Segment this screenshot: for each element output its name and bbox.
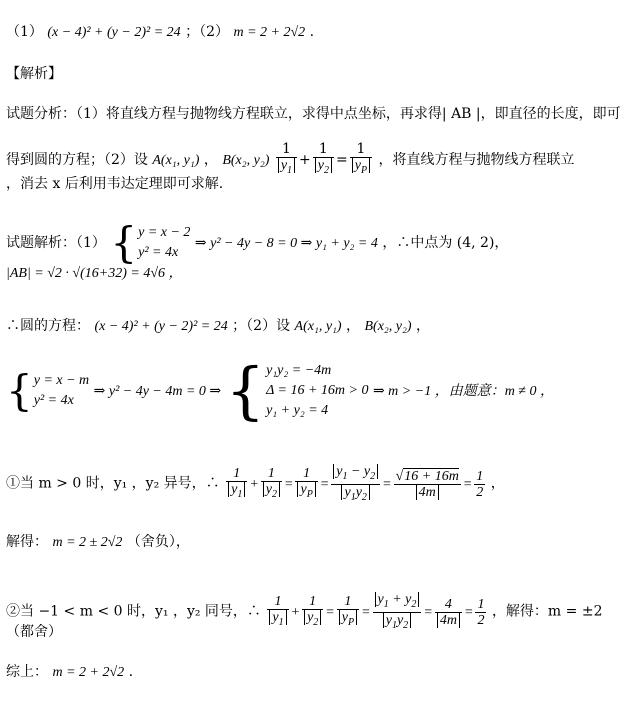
final-result: m = 2 + 2√2 xyxy=(52,665,125,680)
solve-label: 解得： xyxy=(6,534,48,550)
case-2-fractions: $\frac{1}{y_1}$ + $\frac{1}{y_2}$ = $\frac{1}{y_P}$ = $\frac{y_1 + y_2}{y_1y_2}$ = $\frac{4}{4m}$ = $\frac{1}{2}$ xyxy=(265,605,492,620)
brace: { xyxy=(110,218,138,267)
jiexi-heading: 【解析】 xyxy=(6,66,62,82)
part2-label: ；（2） xyxy=(185,24,230,40)
system-eq: y = x − m xyxy=(33,373,90,388)
case-1-line xyxy=(6,464,505,505)
analysis-text: ，将直线方程与抛物线方程联立 xyxy=(378,151,575,168)
system-eq: y₁ + y₂ = 4 xyxy=(266,403,329,418)
system-eq: y = x − 2 xyxy=(138,225,191,240)
system-eq: Δ = 16 + 16m > 0 xyxy=(266,383,369,398)
system-eq: y² = 4x xyxy=(138,245,179,260)
system-3 xyxy=(266,361,368,421)
answer-circle-equation: (x − 4)² + (y − 2)² = 24 xyxy=(47,25,181,40)
period: . xyxy=(309,24,315,40)
case-2-text: ②当 −1 < m < 0 时，y₁ ，y₂ 同号，∴ xyxy=(6,603,261,620)
point-a: A(x₁, y₁) xyxy=(294,319,342,334)
final-label: 综上： xyxy=(6,664,48,680)
analysis-line-3: ，消去 x 后利用韦达定理即可求解. xyxy=(6,176,224,192)
brace: { xyxy=(6,366,33,415)
system-eq: y² = 4x xyxy=(33,393,74,408)
analysis-line-1: 试题分析：（1）将直线方程与抛物线方程联立，求得中点坐标，再求得| AB |，即直径的长度，即可 xyxy=(6,106,621,122)
circle-text: ∴圆的方程： xyxy=(6,318,90,334)
analysis-line-2 xyxy=(6,142,575,178)
point-b: B(x₂, y₂) xyxy=(222,152,270,168)
solve-1-result: m = 2 ± 2√2 xyxy=(52,535,123,550)
part1-label: （1） xyxy=(6,24,43,40)
implication: ⇒ y² − 4y − 8 = 0 ⇒ y₁ + y₂ = 4 xyxy=(194,236,378,251)
implication: ⇒ y² − 4y − 4m = 0 ⇒ xyxy=(93,384,222,399)
comma: ， xyxy=(203,151,218,168)
solve-1-line xyxy=(6,532,190,553)
comma: ， xyxy=(416,318,430,334)
case-1-fractions: $\frac{1}{y_1}$ + $\frac{1}{y_2}$ = $\frac{1}{y_P}$ = $\frac{y_1 - y_2}{y_1y_2}$ = $\frac{√16 + 16m}{4m}$ = $\frac{1}{2}$ xyxy=(224,477,491,492)
comma: ， xyxy=(490,475,505,492)
final-line xyxy=(6,662,133,683)
point-a: A(x₁, y₁) xyxy=(152,152,200,168)
circle-line xyxy=(6,316,430,337)
case-1-text: ①当 m > 0 时，y₁ ，y₂ 异号，∴ xyxy=(6,475,220,492)
midpoint-text: ，∴中点为 (4, 2)， xyxy=(382,235,509,251)
implication: ⇒ m > −1 ，由题意：m ≠ 0 ， xyxy=(372,384,554,399)
point-b: B(x₂, y₂) xyxy=(364,319,412,334)
period: . xyxy=(128,664,134,680)
circle-equation: (x − 4)² + (y − 2)² = 24 xyxy=(94,319,228,334)
comma: ， xyxy=(346,318,361,334)
solution-label: 试题解析：（1） xyxy=(6,235,106,251)
answer-m-value: m = 2 + 2√2 xyxy=(233,25,306,40)
case-2-line xyxy=(6,592,602,633)
system-eq: y₁y₂ = −4m xyxy=(266,363,332,378)
circle-text: ；（2）设 xyxy=(232,318,291,334)
answer-line xyxy=(6,22,314,43)
system-2 xyxy=(34,371,89,411)
solve-1-note: （舍负）， xyxy=(126,534,190,550)
solution-line-1 xyxy=(6,218,509,267)
case-2-note: （都舍） xyxy=(6,624,62,640)
analysis-text: 得到圆的方程；（2）设 xyxy=(6,151,148,168)
system-2-line xyxy=(6,354,554,427)
system-1 xyxy=(138,223,190,263)
brace: { xyxy=(225,354,266,427)
analysis-reciprocal-fraction: $\frac{1}{y_1}$ + $\frac{1}{y_2}$ = $\frac{1}{y_P}$ xyxy=(274,152,379,168)
ab-length-line: |AB| = √2 · √(16+32) = 4√6 ， xyxy=(6,266,183,281)
case-2-result: ，解得：m = ±2 xyxy=(491,603,603,620)
